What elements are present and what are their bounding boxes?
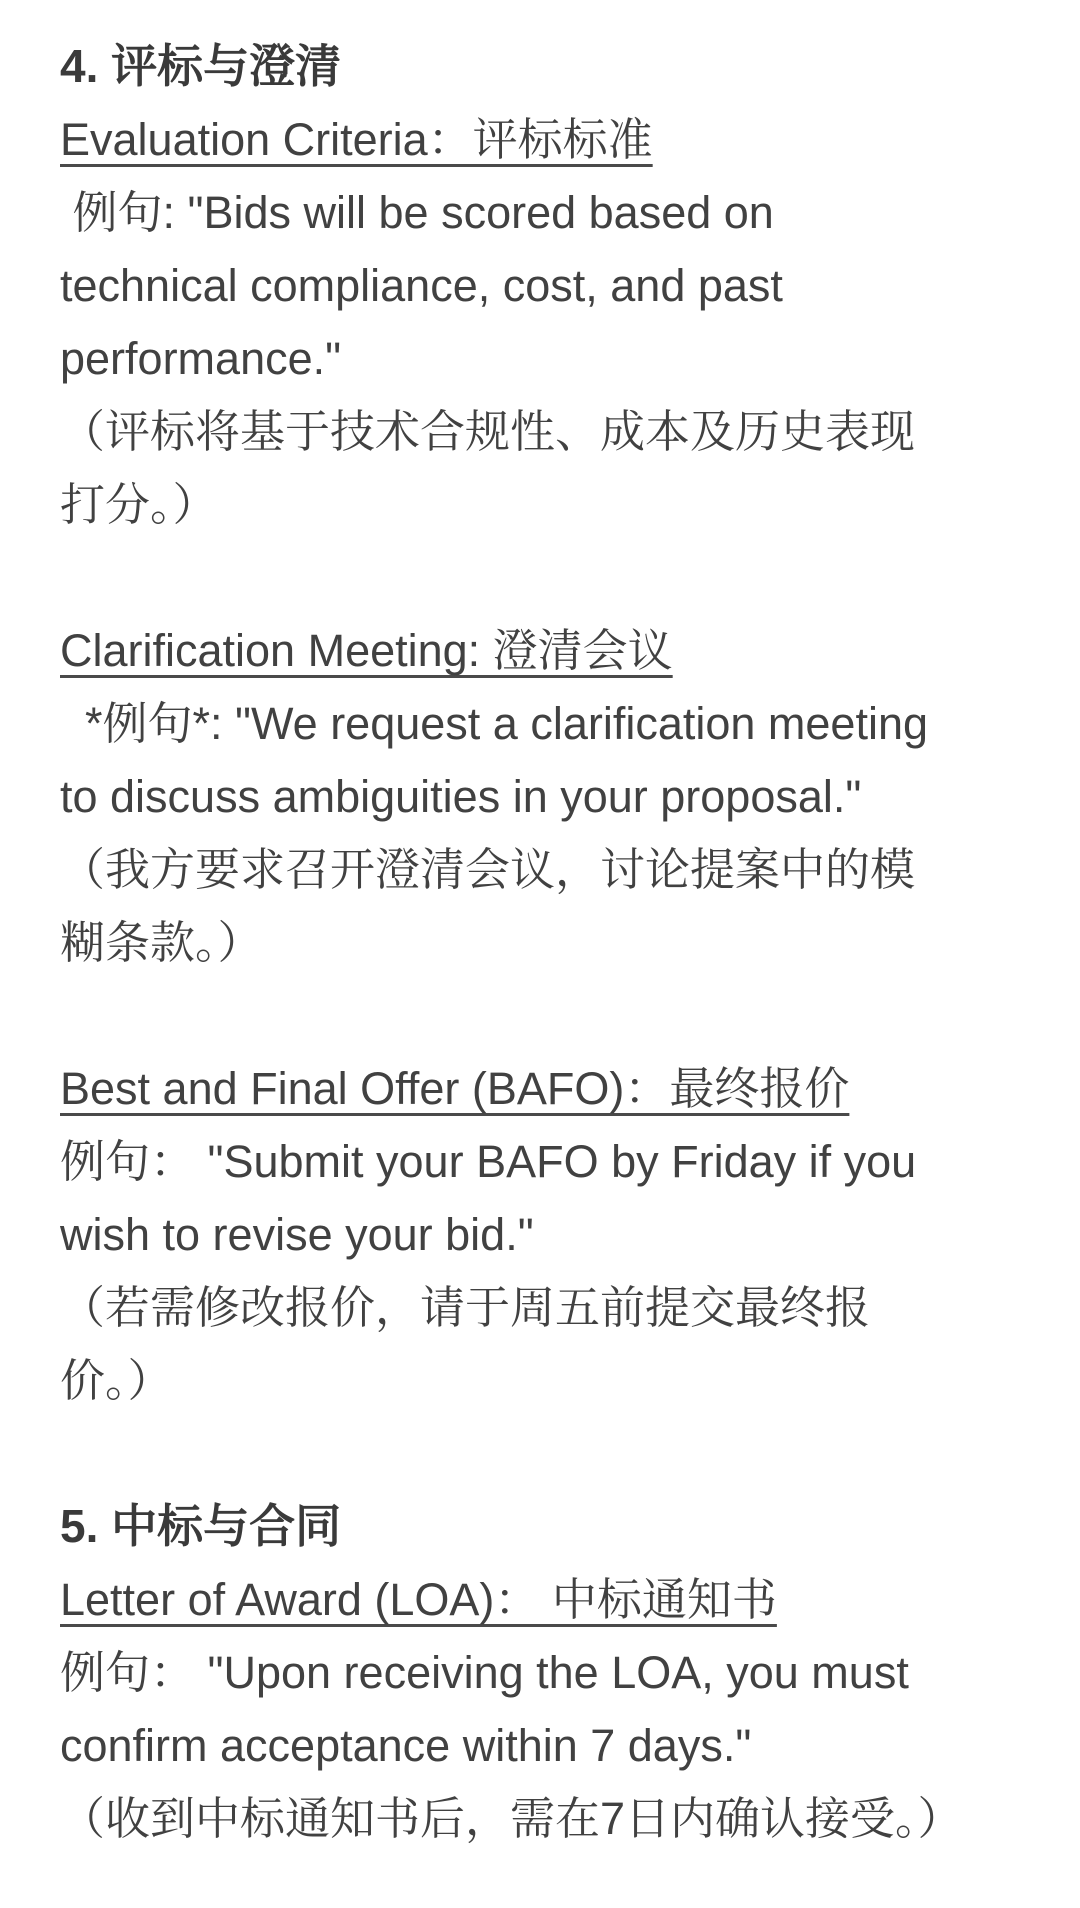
body-line: （我方要求召开澄清会议，讨论提案中的模	[60, 844, 916, 895]
entry-gap	[60, 979, 1060, 1052]
section-heading: 4. 评标与澄清	[60, 40, 342, 92]
body-line: 糊条款。）	[60, 917, 263, 968]
term-line: Evaluation Criteria：评标标准	[60, 114, 653, 165]
term-line: Clarification Meeting: 澄清会议	[60, 625, 673, 676]
entry-gap	[60, 541, 1060, 614]
term-line: Best and Final Offer (BAFO)：最终报价	[60, 1063, 850, 1114]
body-line: technical compliance, cost, and past	[60, 260, 783, 311]
body-line: （收到中标通知书后，需在7日内确认接受。）	[60, 1793, 963, 1844]
glossary-content	[60, 30, 1060, 1855]
section-gap	[60, 1417, 1060, 1490]
body-line: 打分。）	[60, 479, 218, 530]
body-line: 例句： "Upon receiving the LOA, you must	[60, 1647, 909, 1698]
body-line: performance."	[60, 333, 342, 384]
body-line: 例句： "Submit your BAFO by Friday if you	[60, 1136, 917, 1187]
body-line: wish to revise your bid."	[60, 1209, 534, 1260]
body-line: （若需修改报价，请于周五前提交最终报	[60, 1282, 871, 1333]
body-line: confirm acceptance within 7 days."	[60, 1720, 752, 1771]
body-line: 价。）	[60, 1355, 173, 1406]
body-line: 例句: "Bids will be scored based on	[60, 187, 774, 238]
body-line: to discuss ambiguities in your proposal."	[60, 771, 862, 822]
body-line: （评标将基于技术合规性、成本及历史表现	[60, 406, 916, 457]
term-line: Letter of Award (LOA)： 中标通知书	[60, 1574, 777, 1625]
body-line: *例句*: "We request a clarification meeting	[60, 698, 929, 749]
section-heading: 5. 中标与合同	[60, 1500, 342, 1552]
